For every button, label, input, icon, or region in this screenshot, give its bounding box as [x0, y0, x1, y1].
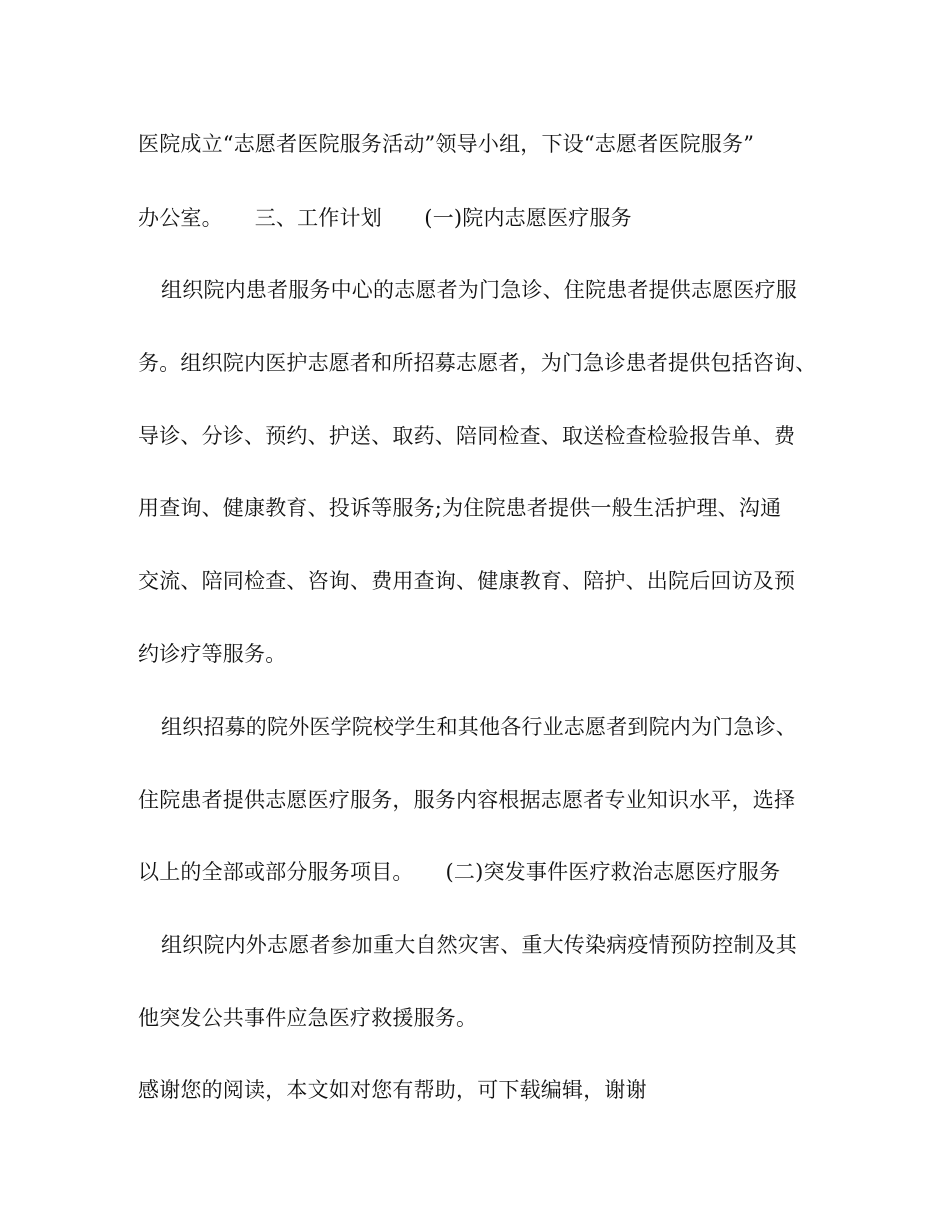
text-line: 他突发公共事件应急医疗救援服务。 [138, 1006, 478, 1030]
text-line: 以上的全部或部分服务项目。 (二)突发事件医疗救治志愿医疗服务 [138, 860, 781, 884]
text-line: 用查询、健康教育、投诉等服务;为住院患者提供一般生活护理、沟通 [138, 496, 782, 520]
text-line: 组织院内外志愿者参加重大自然灾害、重大传染病疫情预防控制及其 [161, 933, 797, 957]
text-line: 组织招募的院外医学院校学生和其他各行业志愿者到院内为门急诊、 [161, 715, 797, 739]
closing-note: 感谢您的阅读，本文如对您有帮助，可下载编辑，谢谢 [138, 1078, 647, 1102]
text-line: 交流、陪同检查、咨询、费用查询、健康教育、陪护、出院后回访及预 [138, 569, 796, 593]
text-line: 导诊、分诊、预约、护送、取药、陪同检查、取送检查检验报告单、费 [138, 424, 796, 448]
text-line: 组织院内患者服务中心的志愿者为门急诊、住院患者提供志愿医疗服 [161, 278, 797, 302]
text-line: 务。组织院内医护志愿者和所招募志愿者，为门急诊患者提供包括咨询、 [138, 351, 817, 375]
text-line: 办公室。 三、工作计划 (一)院内志愿医疗服务 [138, 206, 632, 230]
text-line: 医院成立“志愿者医院服务活动”领导小组，下设“志愿者医院服务” [138, 132, 755, 156]
text-line: 住院患者提供志愿医疗服务，服务内容根据志愿者专业知识水平，选择 [138, 788, 796, 812]
text-line: 约诊疗等服务。 [138, 642, 287, 666]
